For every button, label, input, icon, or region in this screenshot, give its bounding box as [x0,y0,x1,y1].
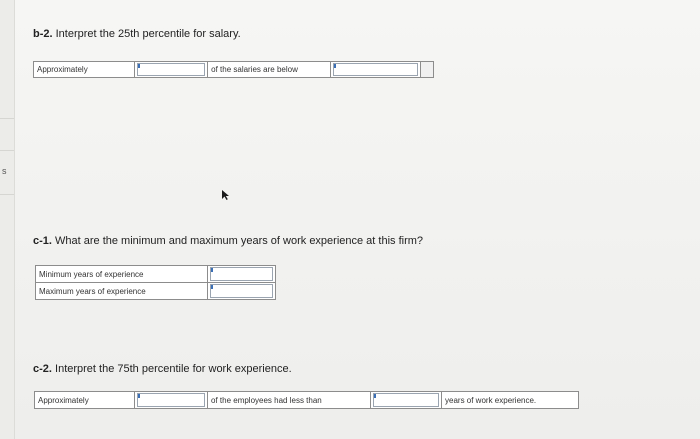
table-row [36,266,275,282]
left-navigation-strip [0,0,15,439]
experience-table [35,265,276,300]
question-c2-text: Interpret the 75th percentile for work experience. [55,363,292,375]
c2-approx-select[interactable]: Approximately [35,392,135,408]
b2-end-cell [420,62,433,77]
question-b2-text: Interpret the 25th percentile for salary. [55,28,241,40]
min-experience-input[interactable] [210,267,273,281]
question-b2-number: b-2. [33,28,56,40]
question-c1-number: c-1. [33,235,56,247]
b2-percent-input[interactable] [137,63,205,76]
question-c2-number: c-2. [33,363,56,375]
min-experience-label: Minimum years of experience [36,266,208,282]
max-experience-input[interactable] [210,284,273,298]
b2-salary-input[interactable] [333,63,419,76]
question-b2-title [33,28,241,40]
strip-divider [0,150,14,151]
strip-marker: s [2,166,7,176]
answer-row-c2 [34,391,579,409]
question-c1-title [33,235,423,247]
question-c2-title [33,363,292,375]
b2-approx-select[interactable]: Approximately [34,62,135,77]
c2-middle-label: of the employees had less than [207,392,371,408]
strip-divider [0,194,14,195]
strip-divider [0,118,14,119]
c2-years-input[interactable] [373,393,439,407]
answer-row-b2 [33,61,434,78]
b2-middle-label: of the salaries are below [207,62,330,77]
max-experience-label: Maximum years of experience [36,283,208,299]
c2-end-label: years of work experience. [441,392,574,408]
table-row [36,282,275,299]
question-c1-text: What are the minimum and maximum years of work experience at this firm? [55,235,424,247]
c2-percent-input[interactable] [137,393,205,407]
mouse-cursor-icon [222,190,230,200]
